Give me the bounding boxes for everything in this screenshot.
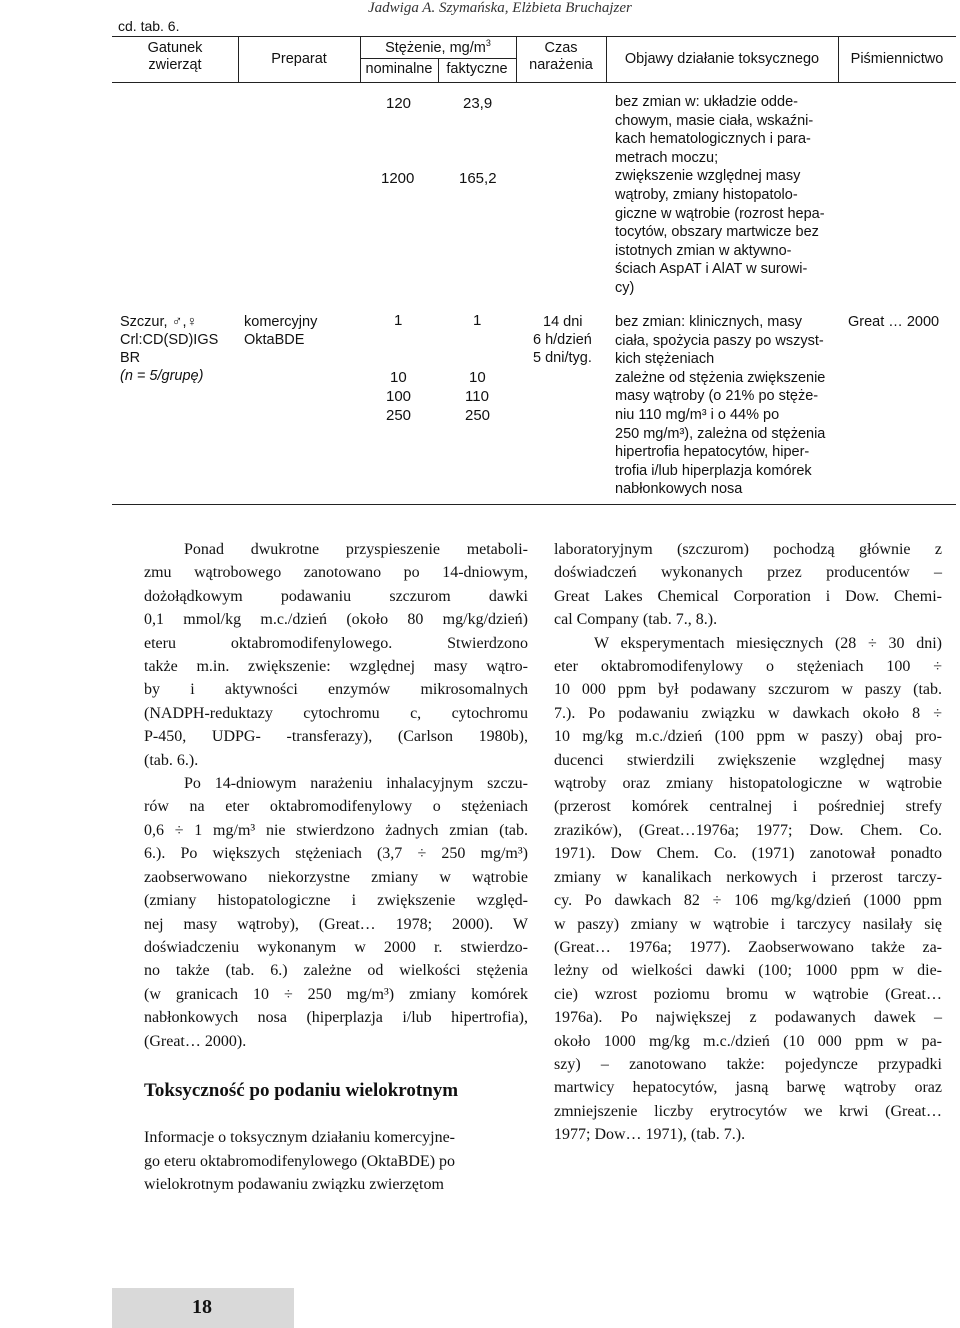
left-column-line: no także (tab. 6.) zależne od wielkości stężenia — [144, 962, 528, 980]
table-header-bottom-rule — [112, 82, 956, 83]
row2-nominal-3: 100 — [386, 388, 412, 405]
header-exposure-time — [516, 40, 606, 74]
header-species — [112, 40, 238, 74]
left-column-line: zmu wątrobowego zanotowano po 14-dniowym, — [144, 564, 528, 582]
right-column-line: ducenci stwierdzili zwiększenie względnej masy — [554, 751, 942, 769]
row1-effects-line: cy) — [615, 279, 635, 296]
row2-species-line: Crl:CD(SD)IGS — [120, 332, 219, 348]
header-time-line1: Czas — [544, 40, 578, 56]
section-intro-line: wielokrotnym podawaniu związku zwierzętom — [144, 1176, 444, 1193]
right-column-line: zmniejszenie liczby erytrocytów we krwi (Great… — [554, 1102, 942, 1120]
row2-effects-line: bez zmian: klinicznych, masy — [615, 314, 802, 330]
row1-effects-line: giczne w wątrobie (rozrost hepa- — [615, 205, 825, 222]
section-intro-line: go eteru oktabromodifenylowego (OktaBDE) po — [144, 1152, 456, 1170]
row1-effects-line: tocytów, obszary martwicze bez — [615, 224, 819, 241]
row1-actual-1: 23,9 — [463, 95, 493, 112]
row2-preparation-line: komercyjny — [244, 314, 318, 330]
right-column-line: cy. Po dawkach 82 ÷ 106 mg/kg/dzień (1000 ppm — [554, 892, 942, 910]
row1-effects-line: metrach moczu; — [615, 149, 719, 166]
left-column-line: 6.). Po większych stężeniach (3,7 ÷ 250 mg/m³) — [144, 845, 528, 863]
right-column-line: 1977; Dow… 1971), (tab. 7.). — [554, 1126, 746, 1144]
right-column-line: 7.). Po podawaniu związku w dawkach około 8 ÷ — [554, 704, 942, 722]
right-column-line: 10 mg/kg m.c./dzień (100 ppm w paszy) obaj pro- — [554, 728, 942, 746]
row1-effects-line: zwiększenie względnej masy — [615, 168, 801, 185]
left-column-line: by i aktywności enzymów mikrosomalnych — [144, 681, 528, 699]
right-column-line: cal Company (tab. 7., 8.). — [554, 611, 718, 629]
row2-effects-line: nabłonkowych nosa — [615, 481, 743, 498]
row2-nominal-1: 1 — [394, 312, 403, 329]
row2-effects-line: trofia i/lub hiperplazja komórek — [615, 462, 812, 479]
row2-effects-line: hipertrofia hepatocytów, hiper- — [615, 444, 810, 461]
running-header-authors: Jadwiga A. Szymańska, Elżbieta Bruchajzer — [368, 0, 632, 16]
row2-actual-2: 10 — [469, 369, 486, 386]
section-intro — [144, 1126, 455, 1197]
left-column-line: eteru oktabromodifenylowego. Stwierdzono — [144, 634, 528, 652]
header-nominal: nominalne — [365, 61, 433, 77]
right-column-line: wątroby oraz zmiany histopatologiczne w wątrobie — [554, 775, 942, 793]
header-species-line1: Gatunek — [147, 40, 203, 56]
row1-effects-line: wątroby, zmiany histopatolo- — [615, 186, 798, 203]
left-column-line: także m.in. zwiększenie: względnej masy wątro- — [144, 658, 528, 676]
row2-actual-4: 250 — [465, 407, 491, 424]
row2-preparation-line: OktaBDE — [244, 332, 305, 348]
left-column-line: Po 14-dniowym narażeniu inhalacyjnym szczu- — [184, 775, 528, 793]
page-number-box — [112, 1288, 294, 1328]
left-column-line: Ponad dwukrotne przyspieszenie metaboli- — [184, 541, 528, 558]
right-column-line: Great Lakes Chemical Corporation i Dow. Chemi- — [554, 587, 942, 605]
row2-effects-line: kich stężeniach — [615, 351, 715, 368]
right-column-line: zrazików), (Great…1976a; 1977; Dow. Chem. Co. — [554, 821, 942, 839]
table-bottom-rule — [112, 504, 956, 505]
header-concentration-label: Stężenie, mg/m — [385, 40, 486, 56]
row2-actual-1: 1 — [473, 312, 482, 329]
left-column-line: P-450, UDPG- -transferazy), (Carlson 1980b), — [144, 728, 528, 746]
right-column-line: w paszy) zmiany w wątrobie i tarczycy nasilały się — [554, 915, 942, 933]
right-column-line: około 1000 mg/kg m.c./dzień (10 000 ppm w pa- — [554, 1032, 942, 1050]
right-column-line: martwicy hepatocytów, jasną barwę wątroby oraz — [554, 1079, 942, 1097]
right-column-line: szy) – zanotowano także: pojedyncze przypadki — [554, 1055, 942, 1073]
header-concentration-sup: 3 — [485, 38, 491, 49]
section-intro-line: Informacje o toksycznym działaniu komercyjne- — [144, 1129, 455, 1146]
left-column-line: nej masy wątroby), (Great… 1978; 2000). W — [144, 915, 528, 933]
row2-effects-line: ciała, spożycia paszy po wszyst- — [615, 332, 824, 349]
row2-actual-3: 110 — [465, 388, 489, 405]
left-column-line: (NADPH-reduktazy cytochromu c, cytochromu — [144, 704, 528, 722]
right-column-line: (przerost komórek centralnej i pośredniej strefy — [554, 798, 942, 816]
right-column-line: (Great… 1976a; 1977). Zaobserwowano także za- — [554, 938, 942, 956]
left-column-line: (tab. 6.). — [144, 751, 199, 769]
row2-species-line: Szczur, ♂,♀ — [120, 314, 198, 330]
header-species-line2: zwierząt — [148, 57, 202, 73]
row1-effects-line: bez zmian w: układzie odde- — [615, 94, 798, 110]
table-continuation-label: cd. tab. 6. — [118, 18, 180, 34]
right-column-line: zmiany w kanalikach nerkowych i przerost tarczy- — [554, 868, 942, 886]
right-column-line: 1971). Dow Chem. Co. (1971) zanotował ponadto — [554, 845, 942, 863]
row2-time-line: 5 dni/tyg. — [533, 350, 592, 366]
right-column-line: W eksperymentach miesięcznych (28 ÷ 30 dni) — [594, 634, 942, 652]
row2-exposure-time — [533, 313, 592, 367]
left-column-line: (Great… 2000). — [144, 1032, 247, 1050]
row2-species-line: BR — [120, 350, 141, 366]
row2-species-line: (n = 5/grupę) — [120, 368, 204, 384]
header-literature: Piśmiennictwo — [850, 51, 944, 67]
row1-effects-line: ściach AspAT i AlAT w surowi- — [615, 261, 808, 278]
row2-effects-line: masy wątroby (o 21% po stęże- — [615, 388, 819, 405]
row1-effects-line: kach hematologicznych i para- — [615, 131, 811, 148]
header-time-line2: narażenia — [529, 57, 593, 73]
page-number: 18 — [192, 1296, 212, 1318]
row2-time-line: 14 dni — [543, 314, 583, 330]
right-column-line: doświadczeń wykonanych przez producentów – — [554, 564, 942, 582]
row1-effects-line: chowym, masie ciała, wskaźni- — [615, 112, 814, 129]
header-concentration — [360, 40, 516, 57]
right-column-line: cie) wzrost poziomu bromu w wątrobie (Great… — [554, 985, 942, 1003]
row1-effects-line: istotnych zmian w aktywno- — [615, 242, 792, 259]
left-column-line: 0,6 ÷ 1 mg/m³ nie stwierdzono żadnych zmian (tab. — [144, 821, 528, 839]
row2-effects-line: niu 110 mg/m³ i o 44% po — [615, 406, 780, 423]
row1-nominal-1: 120 — [386, 95, 412, 112]
row2-effects — [615, 313, 825, 499]
row2-nominal-2: 10 — [390, 369, 407, 386]
row2-nominal-4: 250 — [386, 407, 412, 424]
right-column-line: laboratoryjnym (szczurom) pochodzą głównie z — [554, 541, 942, 558]
row2-literature: Great … 2000 — [848, 314, 940, 330]
row2-preparation — [244, 313, 317, 349]
row1-effects — [615, 93, 825, 298]
row2-species — [120, 313, 218, 385]
right-column-line: 1976a). Po największej z podawanych dawek – — [554, 1009, 942, 1027]
body-left-column — [144, 538, 528, 1053]
right-column-line: eter oktabromodifenylowy o stężeniach 100 ÷ — [554, 658, 942, 676]
right-column-line: 10 000 ppm był podawany szczurom w paszy (tab. — [554, 681, 942, 699]
right-column-line: leżny od wielkości dawki (100; 1000 ppm w die- — [554, 962, 942, 980]
header-toxic-effects: Objawy działanie toksycznego — [624, 51, 820, 67]
left-column-line: doświadczeniu wykonanym w 2000 r. stwierdzo- — [144, 938, 528, 956]
header-preparation: Preparat — [271, 51, 327, 67]
row2-time-line: 6 h/dzień — [533, 332, 592, 348]
left-column-line: rów na eter oktabromodifenylowy o stężeniach — [144, 798, 528, 816]
left-column-line: (w granicach 10 ÷ 250 mg/m³) zmiany komórek — [144, 985, 528, 1003]
header-actual: faktyczne — [446, 61, 508, 77]
left-column-line: 0,1 mmol/kg m.c./dzień (około 80 mg/kg/dzień) — [144, 611, 528, 629]
body-right-column — [554, 538, 942, 1147]
row2-effects-line: 250 mg/m³), zależna od stężenia — [615, 425, 826, 442]
section-heading: Toksyczność po podaniu wielokrotnym — [144, 1080, 459, 1101]
left-column-line: dożołądkowym podawaniu szczurom dawki — [144, 587, 528, 605]
row1-nominal-2: 1200 — [381, 170, 415, 187]
row2-effects-line: zależne od stężenia zwiększenie — [615, 369, 826, 386]
row1-actual-2: 165,2 — [459, 170, 497, 187]
left-column-line: (zmiany histopatologiczne i zwiększenie względ- — [144, 892, 528, 910]
left-column-line: nabłonkowych nosa (hiperplazja i/lub hipertrofia), — [144, 1009, 528, 1027]
left-column-line: zaobserwowano niekorzystne zmiany w wątrobie — [144, 868, 528, 886]
